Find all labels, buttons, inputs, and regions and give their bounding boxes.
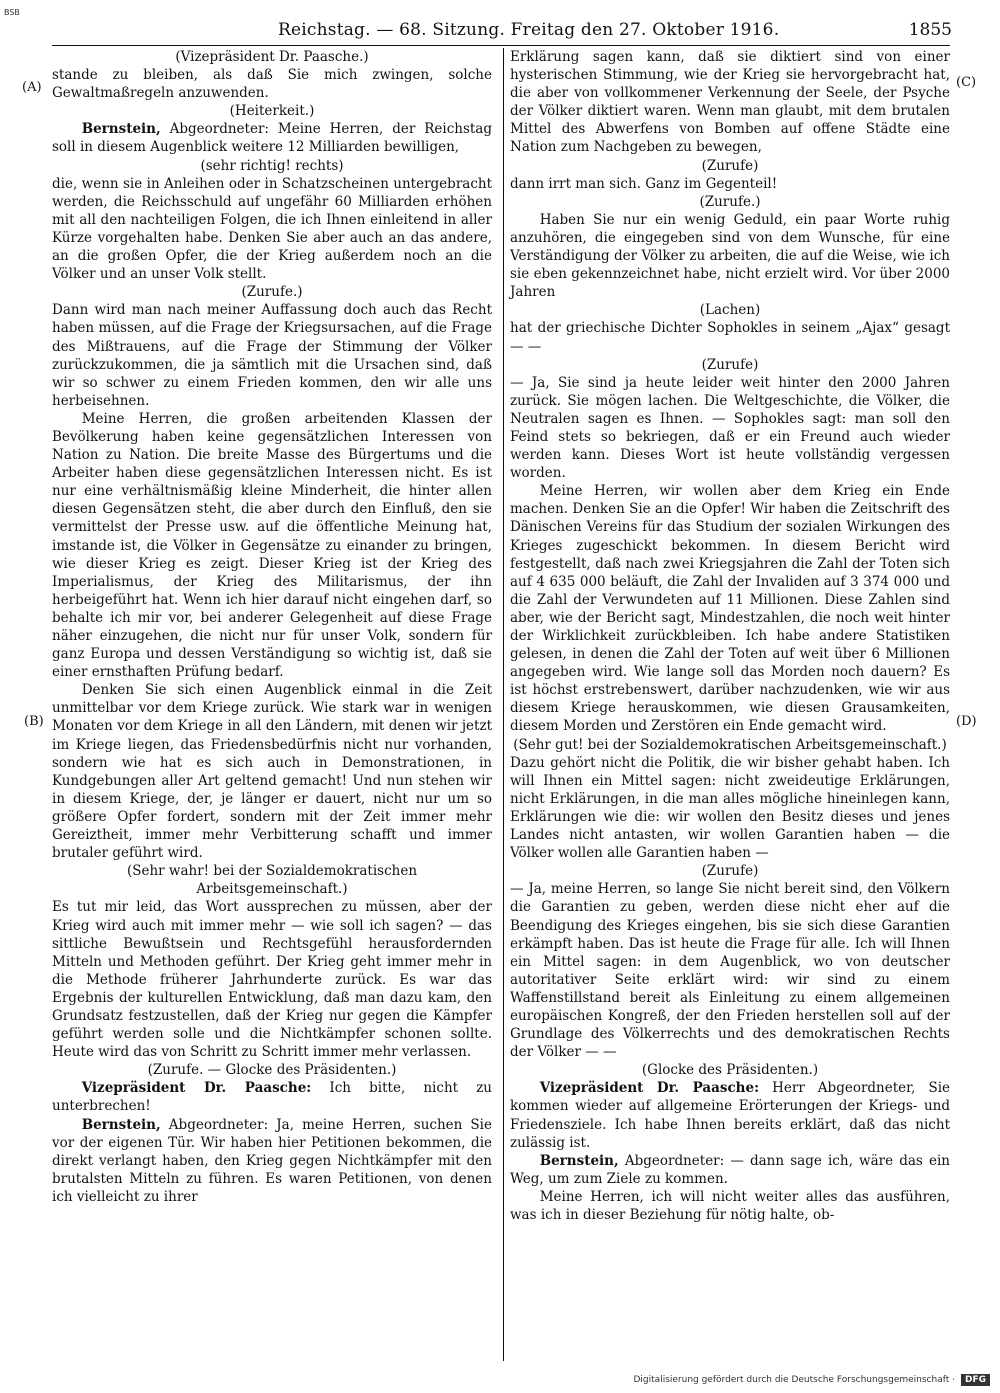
interjection: (Sehr gut! bei der Sozialdemokratischen Arbeitsgemeinschaft.) xyxy=(513,736,947,753)
speaker-name: Vizepräsident Dr. Paasche: xyxy=(81,1080,312,1097)
right-column xyxy=(510,48,950,1224)
library-mark: BSB xyxy=(4,8,20,17)
speaker-name: Bernstein, xyxy=(81,1116,161,1133)
interjection: (Heiterkeit.) xyxy=(229,103,315,120)
interjection: (sehr richtig! rechts) xyxy=(200,157,344,174)
margin-mark-c: (C) xyxy=(956,75,977,90)
page-footer xyxy=(634,1374,991,1386)
body-paragraph: Meine Herren, wir wollen aber dem Krieg ein Ende machen. Denken Sie an die Opfer! Wir haben die Zeitschrift des Dänischen Vereins für das Studium der sozialen Wirkungen des Krieges zugeschickt bekommen. In diesem Bericht wird festgestellt, daß nach zwei Kriegsjahren die Zahl der Toten sich auf 4 635 000 beläuft, die Zahl der Invaliden auf 3 374 000 und die Zahl der Verwundeten auf 11 Millionen. Diese Zahlen sind aber, wie der Bericht sagt, Mindestzahlen, die noch weit hinter der Wirklichkeit zurückbleiben. Ich habe andere Statistiken gelesen, in denen die Zahl der Toten auf weit über 6 Millionen angegeben wird. Wie lange soll das Morden noch dauern? Es ist höchst erstrebenswert, darüber nachzudenken, wie wir aus diesem Kriege herauskommen, wie diesen Grausamkeiten, diesem Morden und Zerstören ein Ende gemacht wird. xyxy=(510,483,950,735)
speech-text: Herr Abgeordneter, Sie kommen wieder auf allgemeine Erörterungen der Kriegs- und Friedensziele. Ich habe Ihnen bereits erklärt, daß das nicht zulässig ist. xyxy=(510,1080,951,1151)
margin-mark-a: (A) xyxy=(22,80,42,95)
interjection: (Zurufe.) xyxy=(699,193,761,210)
interjection: (Zurufe.) xyxy=(241,284,303,301)
speech-paragraph xyxy=(52,1116,492,1206)
body-paragraph: — Ja, Sie sind ja heute leider weit hinter den 2000 Jahren zurück. Sie mögen lachen. Die Weltgeschichte, die Völker, die Neutralen sagen es Ihnen. — Sophokles sagt: man soll den Feind stets so bekriegen, daß er ein Freund auch wieder werden kann. Dieses Wort ist heute vollständig vergessen worden. xyxy=(510,374,950,482)
margin-mark-b: (B) xyxy=(24,714,44,729)
body-paragraph: Denken Sie sich einen Augenblick einmal in die Zeit unmittelbar vor dem Kriege zurück. Wie stark war in wenigen Monaten vor dem Kriege in all den Ländern, mit denen wir jetzt im Kriege liegen, das Friedensbedürfnis nicht nur vorhanden, sondern wie hat es sich auch in Demonstrationen, in Kundgebungen aller Art geltend gemacht! Und nun stehen wir in diesem Kriege, der, je länger er dauert, nicht nur um so größere Opfer fordert, sondern mit der Zeit immer mehr Gereiztheit, immer mehr Verbitterung schafft und immer brutaler geführt wird. xyxy=(52,682,492,862)
body-paragraph: Meine Herren, die großen arbeitenden Klassen der Bevölkerung haben keine gegensätzlichen Interessen von Nation zu Nation. Die breite Masse des Bürgertums und die Arbeiter haben diese gegensätzlichen Interessen nicht. Es ist nur eine verhältnismäßig kleine Minderheit, die hinter allen diesen Gegensätzen steht, die aber durch den Einfluß, den sie vermittelst der Presse usw. auf die öffentliche Meinung hat, imstande ist, die Völker in Gegensätze zu einander zu bringen, wie dieser Krieg es zeigt. Dieser Krieg ist der Krieg des Imperialismus, der Krieg des Militarismus, der ihn herbeigeführt hat. Wenn ich hier darauf nicht eingehen darf, so behalte ich mir vor, bei anderer Gelegenheit auf diese Frage näher einzugehen, die nicht nur für unser Volk, sondern für ganz Europa und dessen Verständigung so wichtig ist, daß sie einer ernsthaften Prüfung bedarf. xyxy=(52,410,492,681)
running-title: Reichstag. — 68. Sitzung. Freitag den 27. Oktober 1916. xyxy=(278,20,780,40)
margin-mark-d: (D) xyxy=(956,714,977,729)
interjection: (Zurufe) xyxy=(701,863,759,880)
body-paragraph: Es tut mir leid, das Wort aussprechen zu müssen, aber der Krieg wird auch mit immer mehr — wie soll ich sagen? — das sittliche Bewußtsein und Rechtsgefühl herausfordernden Mitteln und Methoden geführt. Der Krieg geht immer mehr in die Methode früherer Jahrhunderte zurück. Es war das Ergebnis der kulturellen Entwicklung, daß man dazu kam, den Grundsatz festzustellen, daß der Krieg nur gegen die Kämpfer geführt werden solle und die Nichtkämpfer schonen sollte. Heute wird das von Schritt zu Schritt immer mehr verlassen. xyxy=(52,899,492,1061)
body-paragraph: Erklärung sagen kann, daß sie diktiert sind von einer hysterischen Stimmung, wie der Krieg sie hervorgebracht hat, die aber von vollkommener Verkennung der Seele, der Psyche der Völker diktiert waren. Wenn man glaubt, mit dem brutalen Mittel des Abwerfens von Bomben auf offene Städte eine Nation zum Nachgeben zu bewegen, xyxy=(510,49,950,156)
speech-text: Abgeordneter: — dann sage ich, wäre das ein Weg, um zum Ziele zu kommen. xyxy=(510,1152,950,1187)
interjection: (Sehr wahr! bei der Sozialdemokratischen Arbeitsgemeinschaft.) xyxy=(126,863,418,898)
speaker-name: Bernstein, xyxy=(81,121,161,138)
funding-note: Digitalisierung gefördert durch die Deutsche Forschungsgemeinschaft · xyxy=(633,1375,955,1385)
speech-paragraph xyxy=(510,1079,950,1151)
body-paragraph: Haben Sie nur ein wenig Geduld, ein paar Worte ruhig anzuhören, die eingegeben sind von dem Wunsche, für eine Verständigung der Völker zu arbeiten, die auf die Weise, wie ich sie eben gekennzeichnet habe, nicht erzielt wird. Vor über 2000 Jahren xyxy=(510,211,950,301)
page-header xyxy=(52,20,952,42)
interjection: (Vizepräsident Dr. Paasche.) xyxy=(175,49,369,65)
body-paragraph: — Ja, meine Herren, so lange Sie nicht bereit sind, den Völkern die Garantien zu geben, werden diese nicht eher auf die Beendigung des Krieges eingehen, bis sie sich diese Garantien erkämpft haben. Das ist heute die Frage für alle. Ich will Ihnen ein Mittel sagen: in dem Augenblick, wo von deutscher autoritativer Seite erklärt wird: wir sind zu einem Waffenstillstand bereit als Einleitung zu einem allgemeinen europäischen Kongreß, der den Frieden herstellen soll auf der Grundlage des Völkerrechts und des demokratischen Rechts der Völker — — xyxy=(510,881,950,1061)
interjection: (Lachen) xyxy=(699,302,761,319)
speech-text: Ich bitte, nicht zu unterbrechen! xyxy=(52,1080,492,1115)
header-rule xyxy=(52,45,950,46)
speech-text: Abgeordneter: Meine Herren, der Reichstag soll in diesem Augenblick weitere 12 Milliarden bewilligen, xyxy=(52,121,492,156)
speech-paragraph xyxy=(52,120,492,156)
body-paragraph: die, wenn sie in Anleihen oder in Schatzscheinen untergebracht werden, die Reichsschuld auf ungefähr 60 Milliarden erhöhen mit all den nachteiligen Folgen, die ich Ihnen einleitend in aller Kürze vorgehalten habe. Denken Sie aber auch an das andere, an die großen Opfer, die der Krieg außerdem noch an die Völker und an unser Volk stellt. xyxy=(52,175,492,283)
left-column xyxy=(52,48,492,1206)
dfg-logo: DFG xyxy=(961,1374,990,1386)
speech-paragraph xyxy=(52,1079,492,1115)
speaker-name: Bernstein, xyxy=(539,1152,619,1169)
page-number: 1855 xyxy=(908,20,952,40)
body-paragraph: Meine Herren, ich will nicht weiter alles das ausführen, was ich in dieser Beziehung für nötig halte, ob- xyxy=(510,1188,950,1223)
speaker-name: Vizepräsident Dr. Paasche: xyxy=(539,1080,760,1097)
body-paragraph: Dazu gehört nicht die Politik, die wir bisher gehabt haben. Ich will Ihnen ein Mittel sagen: nicht zweideutige Erklärungen, nicht Erklärungen, in die man alles mögliche hineinlegen kann, Erklärungen wie die: wir wollen den Besitz dieses und jenes Landes nicht antasten, wir wollen Garantien haben — die Völker wollen alle Garantien haben — xyxy=(510,754,950,862)
interjection: (Zurufe) xyxy=(701,157,759,174)
interjection: (Glocke des Präsidenten.) xyxy=(641,1062,819,1079)
body-paragraph: dann irrt man sich. Ganz im Gegenteil! xyxy=(510,175,778,192)
speech-paragraph xyxy=(510,1152,950,1188)
body-paragraph: stande zu bleiben, als daß Sie mich zwingen, solche Gewaltmaßregeln anzuwenden. xyxy=(52,67,492,102)
body-paragraph: hat der griechische Dichter Sophokles in seinem „Ajax“ gesagt — — xyxy=(510,320,950,355)
interjection: (Zurufe. — Glocke des Präsidenten.) xyxy=(147,1062,397,1079)
column-divider xyxy=(503,48,504,1361)
body-paragraph: Dann wird man nach meiner Auffassung doch auch das Recht haben müssen, auf die Frage der Kriegsursachen, auf die Frage des Mißtrauens, auf die Frage der Stimmung der Völker zurückzukommen, die ja sämtlich mit die Ursachen sind, daß wir so schwer zu einem Frieden kommen, den wir alle uns herbeisehnen. xyxy=(52,302,492,409)
speech-text: Abgeordneter: Ja, meine Herren, suchen Sie vor der eigenen Tür. Wir haben hier Petitionen bekommen, die direkt verlangt haben, den Krieg gegen Nichtkämpfer mit den brutalsten Mitteln zu führen. Es waren Petitionen, von denen ich vielleicht zu ihrer xyxy=(52,1116,492,1205)
interjection: (Zurufe) xyxy=(701,356,759,373)
